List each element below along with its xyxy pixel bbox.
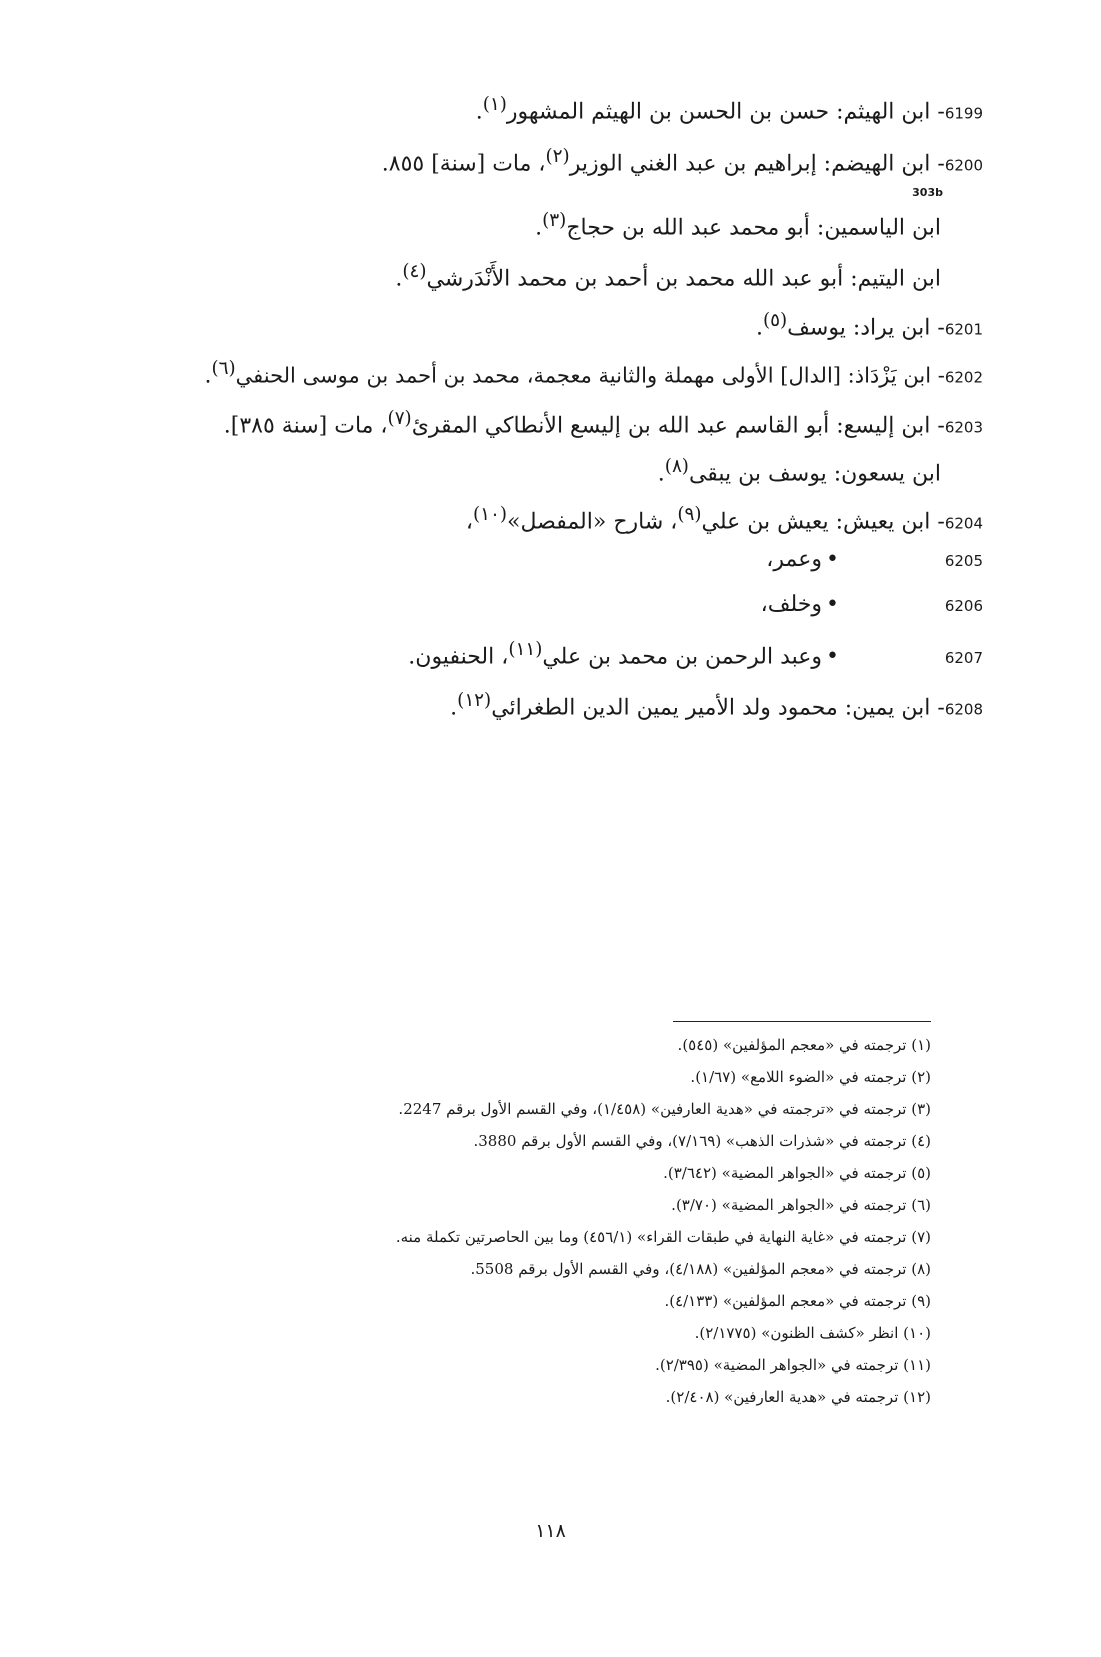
entry-text: ابن اليتيم: أبو عبد الله محمد بن أحمد بن محمد الأَنْدَرشي bbox=[426, 266, 941, 292]
entry-6206 bbox=[150, 590, 983, 621]
entry-number: 6204 bbox=[944, 514, 983, 533]
entry-text: ابن يسعون: يوسف بن يبقى bbox=[688, 461, 941, 487]
footnote: (١١) ترجمته في «الجواهر المضية» (٢/٣٩٥). bbox=[655, 1356, 931, 1374]
entry-number: 6205 bbox=[944, 552, 983, 570]
footnote: (٦) ترجمته في «الجواهر المضية» (٣/٧٠). bbox=[671, 1196, 931, 1214]
entry-6207 bbox=[150, 635, 983, 673]
entry-number: 6200 bbox=[944, 156, 983, 175]
entry-tail: ، الحنفيون. bbox=[408, 644, 509, 670]
entry-text: - ابن الهيضم: إبراهيم بن عبد الغني الوزير bbox=[569, 151, 945, 177]
entry-6204 bbox=[150, 500, 983, 538]
entry-number: 6207 bbox=[944, 649, 983, 668]
entry-6200 bbox=[150, 142, 983, 180]
bullet-icon: • bbox=[826, 644, 839, 670]
footnote-ref: (١) bbox=[482, 94, 507, 115]
entry-number: 6202 bbox=[944, 368, 983, 387]
footnote: (٣) ترجمته في «ترجمته في «هدية العارفين» (١/٤٥٨)، وفي القسم الأول برقم 2247. bbox=[398, 1100, 931, 1118]
footnote-ref: (٨) bbox=[664, 456, 689, 477]
entry-number: 6208 bbox=[944, 700, 983, 719]
footnote: (٨) ترجمته في «معجم المؤلفين» (٤/١٨٨)، وفي القسم الأول برقم 5508. bbox=[470, 1260, 931, 1278]
footnote: (٥) ترجمته في «الجواهر المضية» (٣/٦٤٢). bbox=[663, 1164, 931, 1182]
entry-text: - ابن يَزْدَاذ: [الدال] الأولى مهملة والثانية معجمة، محمد بن أحمد بن موسى الحنفي bbox=[235, 363, 945, 388]
entry-text: - ابن إليسع: أبو القاسم عبد الله بن إليسع الأنطاكي المقرئ bbox=[411, 413, 945, 439]
footnote-ref: (١٠) bbox=[472, 504, 507, 525]
entry-text: وعمر، bbox=[766, 547, 823, 572]
entry-text: - ابن يمين: محمود ولد الأمير يمين الدين الطغرائي bbox=[491, 695, 945, 721]
entry-text: - ابن يعيش: يعيش بن علي bbox=[701, 509, 945, 535]
entry-text: وخلف، bbox=[760, 592, 823, 617]
entry-text: وعبد الرحمن بن محمد بن علي bbox=[542, 644, 823, 670]
entry-tail: . bbox=[475, 99, 483, 125]
entry-tail: . bbox=[657, 461, 665, 487]
entry-tail: ، شارح «المفصل» bbox=[507, 509, 678, 535]
footnote-ref: (١١) bbox=[508, 639, 543, 660]
page-number: ١١٨ bbox=[535, 1520, 566, 1542]
entry-6201 bbox=[150, 306, 983, 344]
footnote-ref: (٤) bbox=[402, 261, 427, 282]
manuscript-folio-note: 303b bbox=[912, 186, 943, 199]
entry-unnumbered-3 bbox=[150, 452, 941, 489]
entry-6203 bbox=[150, 404, 983, 442]
entry-6199 bbox=[150, 90, 983, 128]
footnote-ref: (٥) bbox=[762, 310, 788, 331]
footnote: (٢) ترجمته في «الضوء اللامع» (١/٦٧). bbox=[690, 1068, 931, 1086]
footnote-ref: (٣) bbox=[542, 210, 567, 231]
entry-number: 6203 bbox=[944, 418, 983, 437]
entry-unnumbered-1 bbox=[150, 206, 941, 243]
footnote-ref: (٦) bbox=[211, 358, 236, 379]
entry-text: - ابن الهيثم: حسن بن الحسن بن الهيثم المشهور bbox=[506, 99, 945, 125]
bullet-icon: • bbox=[826, 547, 839, 572]
entry-tail: ، bbox=[465, 509, 473, 535]
entry-tail: ، مات [سنة] ٨٥٥. bbox=[381, 151, 546, 177]
entry-6202 bbox=[150, 354, 983, 392]
footnote: (١٠) انظر «كشف الظنون» (٢/١٧٧٥). bbox=[694, 1324, 931, 1342]
entry-text: ابن الياسمين: أبو محمد عبد الله بن حجاج bbox=[566, 215, 941, 241]
bullet-icon: • bbox=[826, 592, 839, 617]
entry-6208 bbox=[150, 686, 983, 724]
entry-6205 bbox=[150, 545, 983, 576]
entry-tail: ، مات [سنة ٣٨٥]. bbox=[223, 413, 388, 439]
entry-number: 6199 bbox=[944, 104, 983, 123]
entry-tail: . bbox=[395, 266, 403, 292]
entry-number: 6201 bbox=[944, 320, 983, 339]
footnote-ref: (٩) bbox=[677, 504, 702, 525]
footnote: (١٢) ترجمته في «هدية العارفين» (٢/٤٠٨). bbox=[665, 1388, 931, 1406]
entry-tail: . bbox=[535, 215, 543, 241]
footnote-ref: (٧) bbox=[387, 408, 412, 429]
footnote: (٤) ترجمته في «شذرات الذهب» (٧/١٦٩)، وفي القسم الأول برقم 3880. bbox=[473, 1132, 931, 1150]
entry-number: 6206 bbox=[944, 597, 983, 615]
entry-tail: . bbox=[204, 363, 212, 389]
footnote-ref: (٢) bbox=[545, 146, 570, 167]
entry-unnumbered-2 bbox=[150, 257, 941, 294]
footnote: (٧) ترجمته في «غاية النهاية في طبقات القراء» (٤٥٦/١) وما بين الحاصرتين تكملة منه. bbox=[395, 1228, 931, 1246]
entry-tail: . bbox=[450, 695, 458, 721]
entry-tail: . bbox=[755, 315, 763, 341]
footnote: (٩) ترجمته في «معجم المؤلفين» (٤/١٣٣). bbox=[664, 1292, 931, 1310]
entry-text: - ابن يراد: يوسف bbox=[787, 315, 945, 341]
footnote-divider bbox=[673, 1021, 931, 1022]
footnote: (١) ترجمته في «معجم المؤلفين» (٥٤٥). bbox=[677, 1036, 931, 1054]
footnote-ref: (١٢) bbox=[457, 690, 492, 711]
